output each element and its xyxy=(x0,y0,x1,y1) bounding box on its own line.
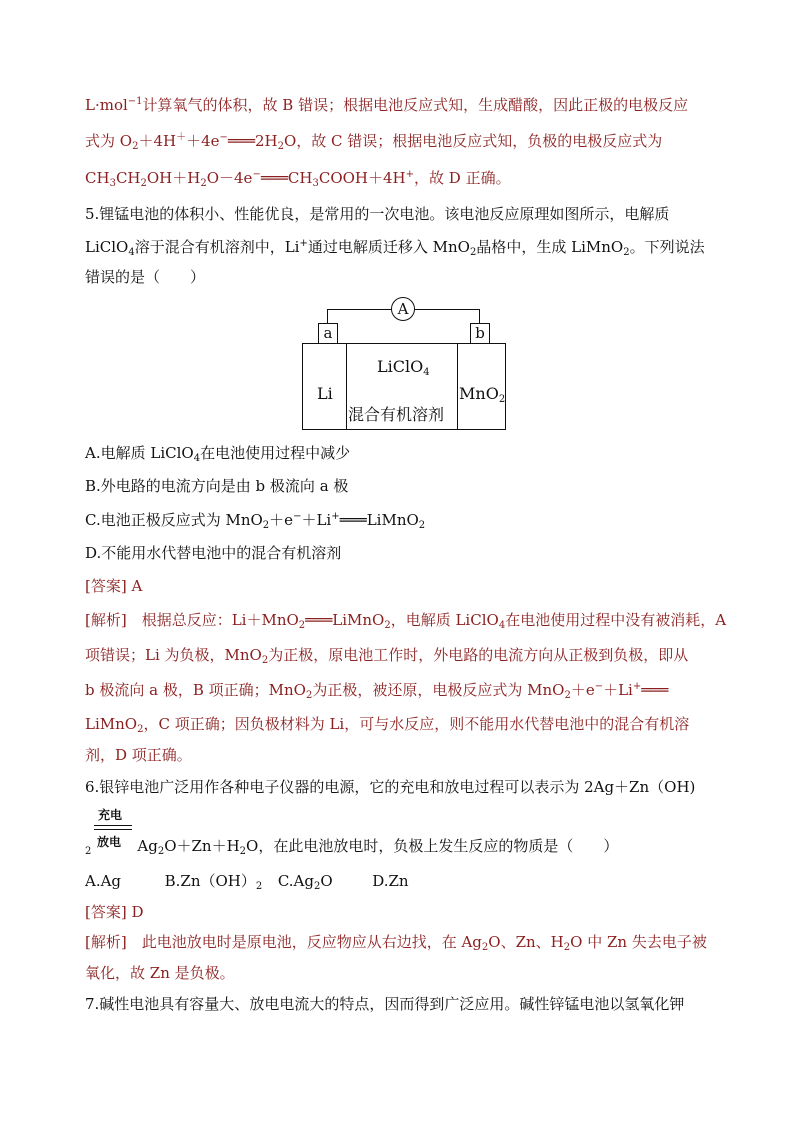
solvent-label: 混合有机溶剂 xyxy=(348,405,445,424)
electrode-a-label: a xyxy=(318,323,338,344)
q6-stem-line-2: $_2$ $Ag_2O+Zn+H_2O$，在此电池放电时，负极上发生反应的物质是（ ） xyxy=(85,837,619,857)
prev-explanation-line-2: 式为 $O_2+4H^++4e^-═══2H_2O$，故 C 错误；根据电池反应式知，负极的电极反应式为 xyxy=(85,132,663,152)
li-anode-label: Li xyxy=(317,384,333,403)
battery-diagram xyxy=(300,296,507,432)
q6-explanation-line-1: [解析] 此电池放电时是原电池，反应物应从右边找，在 $Ag_2O$、Zn、$H_2O$ 中 Zn 失去电子被 xyxy=(85,933,707,953)
charge-label: 充电 xyxy=(98,808,123,822)
q6-option-c: $C.Ag_2O$ xyxy=(277,872,333,892)
q5-explanation-line-1: [解析] 根据总反应：Li＋MnO$_2$═══LiMnO$_2$，电解质 LiClO$_4$在电池使用过程中没有被消耗，A xyxy=(85,611,727,631)
q5-explanation-line-3: b 极流向 a 极，B 项正确；MnO$_2$为正极，被还原，电极反应式为 MnO$_2$＋e−＋Li+═══ xyxy=(85,681,669,701)
q5-stem-line-1: 5.锂锰电池的体积小、性能优良，是常用的一次电池。该电池反应原理如图所示，电解质 xyxy=(85,205,670,223)
left-separator xyxy=(346,343,347,430)
q5-option-a: A.电解质 LiClO$_4$在电池使用过程中减少 xyxy=(85,444,351,464)
arrow-line-upper xyxy=(94,825,132,826)
prev-explanation-line-1: L·mol$^{-1}$计算氧气的体积，故 B 错误；根据电池反应式知，生成醋酸，因此正极的电极反应 xyxy=(85,96,689,114)
electrode-b-label: b xyxy=(470,323,490,344)
q7-stem-line-1: 7.碱性电池具有容量大、放电电流大的特点，因而得到广泛应用。碱性锌锰电池以氢氧化钾 xyxy=(85,995,685,1013)
q6-explanation-line-2: 氧化，故 Zn 是负极。 xyxy=(85,964,235,982)
ammeter-icon: A xyxy=(391,297,415,321)
q6-stem-line-1: 6.银锌电池广泛用作各种电子仪器的电源，它的充电和放电过程可以表示为 2Ag＋Zn（OH) xyxy=(85,778,696,796)
q5-explanation-line-4: LiMnO$_2$，C 项正确；因负极材料为 Li，可与水反应，则不能用水代替电池中的混合有机溶 xyxy=(85,715,690,735)
q5-stem-line-3: 错误的是（ ） xyxy=(85,268,206,286)
mno2-cathode-label: MnO$_2$ xyxy=(459,384,506,405)
q6-options xyxy=(85,871,409,891)
discharge-label: 放电 xyxy=(97,835,122,849)
q6-option-b: $B.Zn(OH)_2$ xyxy=(164,872,263,892)
arrow-line-lower xyxy=(94,829,132,830)
right-separator xyxy=(457,343,458,430)
q5-answer: [答案] A xyxy=(85,577,143,595)
electrolyte-formula: LiClO$_4$ xyxy=(377,357,430,378)
q5-option-b: B.外电路的电流方向是由 b 极流向 a 极 xyxy=(85,477,349,495)
q5-option-d: D.不能用水代替电池中的混合有机溶剂 xyxy=(85,544,342,562)
q6-option-a: A.Ag xyxy=(85,872,122,890)
q6-answer: [答案] D xyxy=(85,903,144,921)
q5-explanation-line-2: 项错误；Li 为负极，MnO$_2$为正极，原电池工作时，外电路的电流方向从正极到负极，即从 xyxy=(85,646,689,666)
q5-option-c: C.电池正极反应式为 MnO$_2$＋e−＋Li+═══LiMnO$_2$ xyxy=(85,511,426,531)
q6-option-d: D.Zn xyxy=(372,872,409,890)
q5-explanation-line-5: 剂，D 项正确。 xyxy=(85,746,192,764)
q5-stem-line-2: LiClO$_4$溶于混合有机溶剂中，Li+通过电解质迁移入 MnO$_2$晶格中，生成 LiMnO$_2$。下列说法 xyxy=(85,238,705,258)
prev-explanation-line-3: $CH_3CH_2OH+H_2O-4e^-═══CH_3COOH+4H^+$，故 D 正确。 xyxy=(85,169,511,189)
